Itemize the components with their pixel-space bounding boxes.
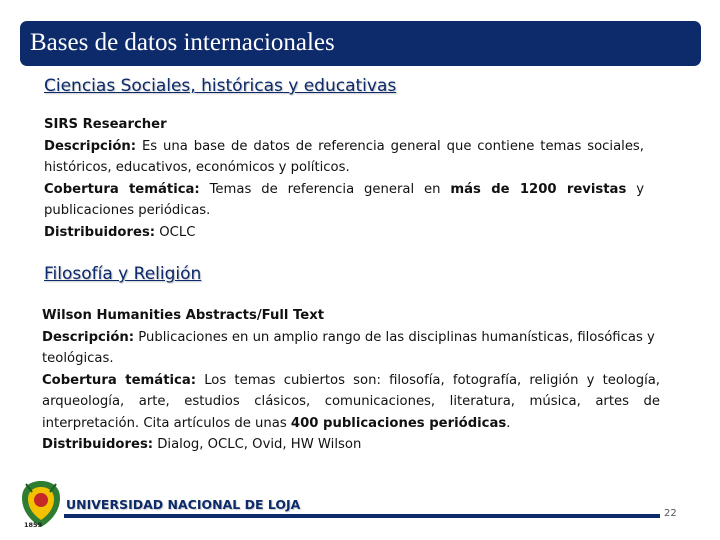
database-name (44, 114, 644, 136)
distributors-label: Distribuidores: (42, 437, 154, 452)
footer-divider (64, 514, 660, 518)
footer-university-name: UNIVERSIDAD NACIONAL DE LOJA (66, 497, 301, 512)
coverage-label: Cobertura temática: (44, 181, 200, 197)
page-number: 22 (664, 508, 677, 519)
description (42, 327, 660, 370)
section-philosophy-body (42, 305, 660, 456)
description-text: Publicaciones en un amplio rango de las disciplinas humanísticas, filosóficas y teológicas. (42, 329, 655, 366)
coverage-text: Los temas cubiertos son: filosofía, fotografía, religión y teología, arqueología, arte, estudios clásicos, comunicaciones, literatura, música, artes de interpretación. Cita artículos de unas (42, 372, 661, 431)
distributors-text: Dialog, OCLC, Ovid, HW Wilson (153, 437, 362, 452)
coverage-text-end: y publicaciones periódicas. (44, 181, 644, 218)
description-text: Es una base de datos de referencia general que contiene temas sociales, históricos, educativos, económicos y políticos. (44, 138, 644, 175)
logo-year: 1859 (24, 521, 43, 529)
distributors (44, 222, 644, 244)
database-title: SIRS Researcher (44, 117, 167, 132)
coverage (44, 179, 644, 222)
coverage (42, 370, 660, 435)
distributors (42, 434, 660, 456)
coverage-text: Temas de referencia general en (199, 181, 451, 197)
distributors-text: OCLC (155, 224, 196, 240)
database-title: Wilson Humanities Abstracts/Full Text (42, 308, 325, 323)
section-heading-social-sciences: Ciencias Sociales, históricas y educativas (44, 76, 397, 96)
description (44, 136, 644, 179)
section-social-sciences-body (44, 114, 644, 243)
page-title: Bases de datos internacionales (30, 29, 335, 56)
title-bar (20, 21, 701, 66)
section-heading-philosophy: Filosofía y Religión (44, 264, 202, 284)
coverage-highlight: más de 1200 revistas (450, 181, 627, 197)
coverage-highlight: 400 publicaciones periódicas (290, 415, 507, 431)
database-name (42, 305, 660, 327)
description-label: Descripción: (42, 329, 135, 345)
coverage-label: Cobertura temática: (42, 372, 197, 388)
distributors-label: Distribuidores: (44, 224, 156, 240)
description-label: Descripción: (44, 138, 137, 154)
coverage-text-end: . (506, 415, 511, 431)
